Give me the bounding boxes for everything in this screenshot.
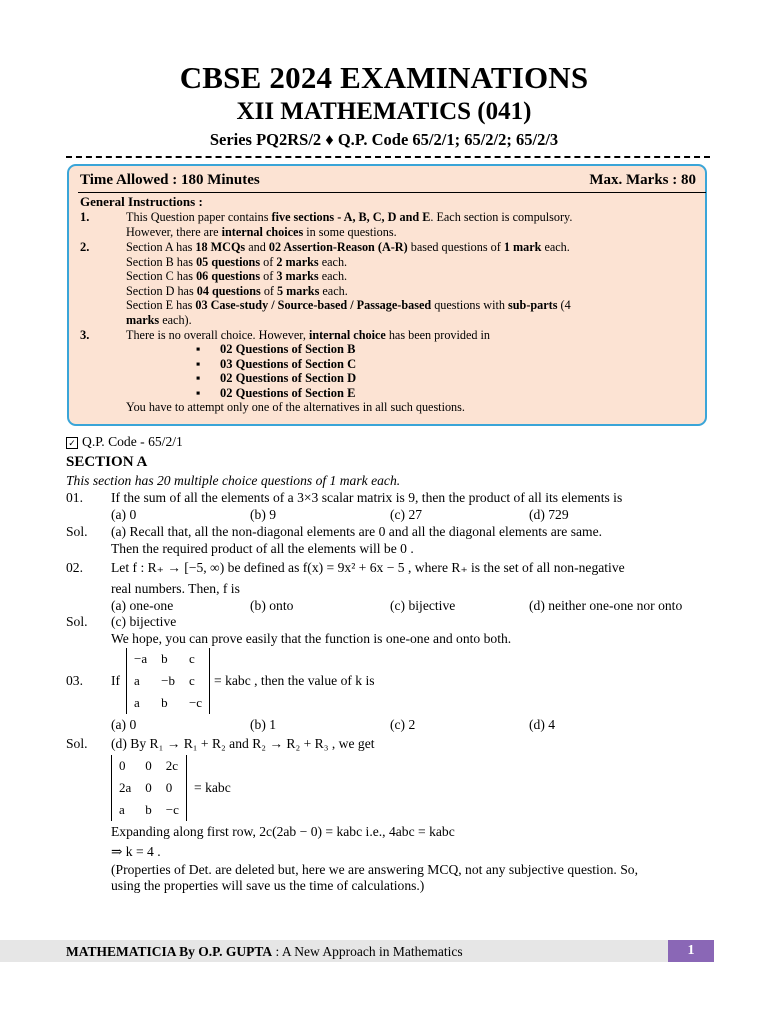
det-cell: 0 <box>145 758 152 773</box>
solution-note: (Properties of Det. are deleted but, here we are answering MCQ, not any subjective question. So, <box>111 862 638 877</box>
qp-code-line: ✓ Q.P. Code - 65/2/1 <box>66 433 183 450</box>
solution-determinant <box>111 755 187 821</box>
solution-label: Sol. <box>66 524 88 539</box>
footer-text <box>66 944 463 960</box>
det-cell: 0 <box>165 780 173 795</box>
bullet-item: ▪ 02 Questions of Section E <box>196 385 356 400</box>
subject-title: XII MATHEMATICS (041) <box>236 98 532 125</box>
option-a: (a) 0 <box>111 717 137 732</box>
option-d: (d) 4 <box>529 717 556 732</box>
det-cell: a <box>134 673 140 688</box>
solution-text: We hope, you can prove easily that the function is one-one and onto both. <box>111 631 512 646</box>
det-cell: c <box>188 673 195 688</box>
question-number: 01. <box>66 490 83 505</box>
footer-tagline: : A New Approach in Mathematics <box>272 944 463 959</box>
solution-text: (c) bijective <box>111 614 177 629</box>
solution-note: using the properties will save us the time of calculations.) <box>111 878 425 893</box>
solution-label: Sol. <box>66 736 88 751</box>
solution-text: (a) Recall that, all the non-diagonal elements are 0 and all the diagonal elements are same. <box>111 524 603 539</box>
det-cell: −c <box>165 802 179 817</box>
option-a: (a) one-one <box>111 598 174 613</box>
question-text: Let f : R₊ → [−5, ∞) be defined as f(x) = 9x² + 6x − 5 , where R₊ is the set of all non-negative <box>111 560 625 575</box>
footer-brand: MATHEMATICIA By O.P. GUPTA <box>66 944 273 959</box>
det-cell: −b <box>161 673 175 688</box>
solution-label: Sol. <box>66 614 88 629</box>
det-cell: a <box>134 695 140 710</box>
instruction-number-1: 1. <box>80 210 90 224</box>
det-cell: 0 <box>145 780 152 795</box>
question-text: If the sum of all the elements of a 3×3 scalar matrix is 9, then the product of all its elements is <box>111 490 623 505</box>
bullet-item: ▪ 02 Questions of Section B <box>196 342 356 356</box>
bullet-item: ▪ 03 Questions of Section C <box>196 356 357 371</box>
question-if: If <box>111 673 121 688</box>
option-c: (c) 27 <box>390 507 423 522</box>
box-divider <box>78 192 706 193</box>
instruction-3: There is no overall choice. However, internal choice has been provided in <box>126 328 491 342</box>
instruction-2: Section A has 18 MCQs and 02 Assertion-Reason (A-R) based questions of 1 mark each. Section B has 05 questions of 2 marks each. Section C has 06 questions of 3 marks each. Section D has 04 questions of 5 marks each. Section E has 03 Case-study / Source-based / Passage-based questions with sub-parts (4 marks each). <box>126 240 571 327</box>
det-cell: 2c <box>165 758 179 773</box>
question-text: real numbers. Then, f is <box>111 581 240 596</box>
instruction-closing: You have to attempt only one of the alternatives in all such questions. <box>126 400 465 414</box>
checkbox-icon: ✓ <box>66 437 78 449</box>
page-title: CBSE 2024 EXAMINATIONS <box>179 60 589 95</box>
instruction-1: This Question paper contains five sections - A, B, C, D and E. Each section is compulsory. However, there are internal choices in some questions. <box>126 210 573 239</box>
det-cell: b <box>145 802 152 817</box>
instruction-number-2: 2. <box>80 240 90 254</box>
option-b: (b) 9 <box>250 507 277 522</box>
det-cell: b <box>161 695 168 710</box>
question-number: 02. <box>66 560 83 575</box>
max-marks: Max. Marks : 80 <box>589 172 696 188</box>
det-cell: 2a <box>119 780 132 795</box>
general-instructions-heading: General Instructions : <box>80 194 203 209</box>
series-line: Series PQ2RS/2 ♦ Q.P. Code 65/2/1; 65/2/2; 65/2/3 <box>209 130 559 149</box>
option-c: (c) 2 <box>390 717 416 732</box>
instruction-number-3: 3. <box>80 328 90 342</box>
det-cell: a <box>119 802 125 817</box>
option-d: (d) 729 <box>529 507 569 522</box>
solution-text: ⇒ k = 4 . <box>111 844 161 859</box>
section-subtitle: This section has 20 multiple choice questions of 1 mark each. <box>66 473 401 488</box>
det-cell: c <box>188 651 195 666</box>
option-a: (a) 0 <box>111 507 137 522</box>
solution-text: (d) By R₁ → R₁ + R₂ and R₂ → R₂ + R₃ , we get <box>111 736 375 751</box>
option-c: (c) bijective <box>390 598 456 613</box>
option-b: (b) onto <box>250 598 294 613</box>
section-title: SECTION A <box>66 454 148 470</box>
dashed-divider <box>66 156 710 158</box>
solution-equation: = kabc <box>194 780 231 795</box>
det-cell: b <box>161 651 168 666</box>
solution-text: Then the required product of all the elements will be 0 . <box>111 541 414 556</box>
det-cell: −c <box>188 695 203 710</box>
page-number: 1 <box>668 940 714 962</box>
time-allowed: Time Allowed : 180 Minutes <box>80 172 260 188</box>
det-cell: −a <box>134 651 148 666</box>
det-cell: 0 <box>119 758 126 773</box>
bullet-item: ▪ 02 Questions of Section D <box>196 371 357 386</box>
option-b: (b) 1 <box>250 717 277 732</box>
option-d: (d) neither one-one nor onto <box>529 598 683 613</box>
question-text: = kabc , then the value of k is <box>214 673 375 688</box>
determinant <box>126 648 210 714</box>
solution-text: Expanding along first row, 2c(2ab − 0) = kabc i.e., 4abc = kabc <box>111 824 455 839</box>
question-number: 03. <box>66 673 83 688</box>
choice-bullet-list <box>196 342 356 400</box>
